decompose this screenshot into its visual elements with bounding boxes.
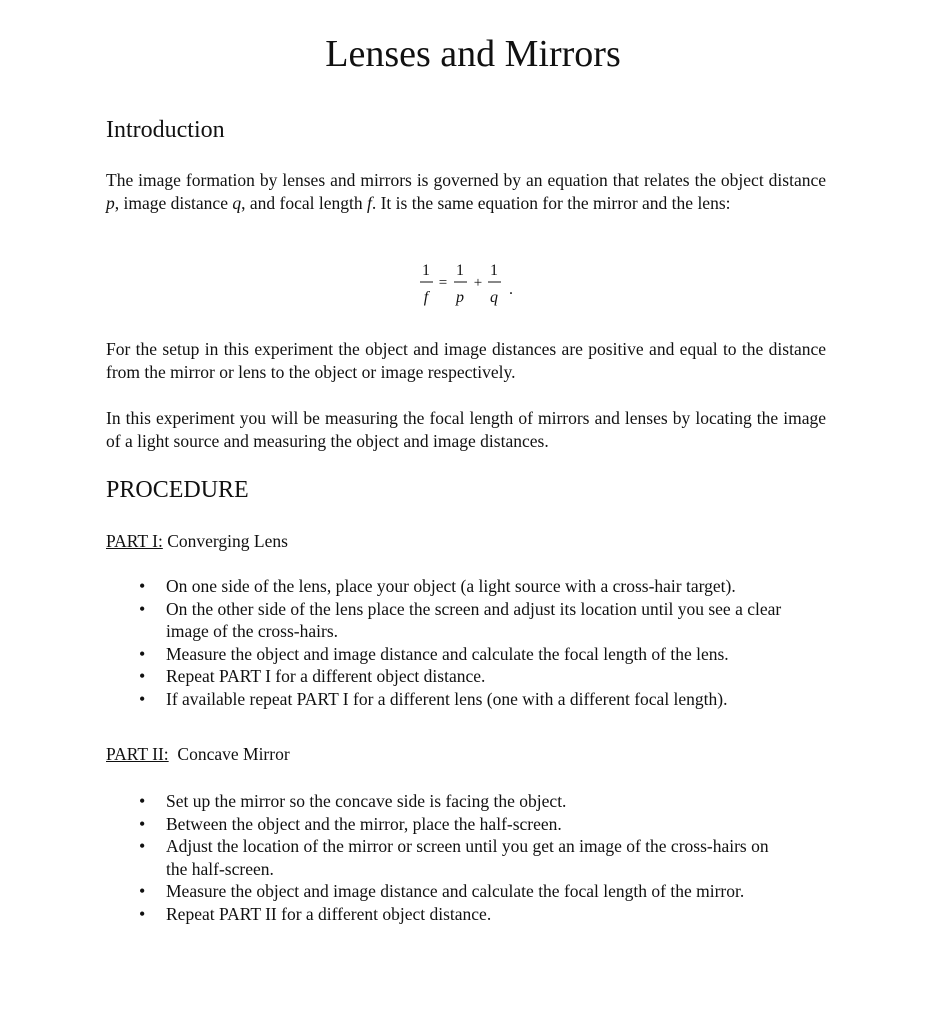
page-title: Lenses and Mirrors — [325, 33, 621, 75]
list-item: • Repeat PART II for a different object distance. — [166, 903, 826, 926]
intro-paragraph-3: In this experiment you will be measuring the focal length of mirrors and lenses by locating the image of a light source and measuring the object and image distances. — [106, 408, 826, 451]
var-f: f — [366, 192, 372, 213]
part-2-heading — [106, 743, 290, 765]
eq-numerator-1: 1 — [422, 262, 430, 279]
intro-text-4: . It is the same equation for the mirror and the lens: — [371, 192, 731, 213]
var-p: p — [106, 192, 115, 213]
eq-denominator-q: q — [490, 289, 498, 306]
intro-text-2: , image distance — [114, 192, 233, 213]
eq-plus-sign: + — [473, 275, 483, 291]
eq-denominator-p: p — [456, 289, 464, 306]
list-item: • Repeat PART I for a different object distance. — [166, 665, 826, 688]
list-item: • On one side of the lens, place your object (a light source with a cross-hair target). — [166, 575, 826, 598]
procedure-heading: PROCEDURE — [106, 477, 249, 503]
part-1-heading — [106, 530, 288, 552]
intro-text-3: , and focal length — [241, 192, 367, 213]
eq-numerator-3: 1 — [490, 262, 498, 279]
eq-period: . — [509, 281, 513, 298]
list-item: • Measure the object and image distance and calculate the focal length of the mirror. — [166, 880, 826, 903]
list-item: • Set up the mirror so the concave side is facing the object. — [166, 790, 826, 813]
intro-paragraph-1 — [106, 169, 826, 214]
intro-text-1: The image formation by lenses and mirrors is governed by an equation that relates the object distance — [106, 170, 826, 190]
eq-numerator-2: 1 — [456, 262, 464, 279]
part-1-title: Converging Lens — [162, 531, 288, 551]
part-2-title: Concave Mirror — [168, 744, 290, 764]
part-1-steps — [166, 575, 826, 710]
intro-paragraph-2: For the setup in this experiment the object and image distances are positive and equal to the distance from the mirror or lens to the object or image respectively. — [106, 339, 826, 382]
eq-equals-sign: = — [438, 275, 448, 291]
list-item: • Adjust the location of the mirror or screen until you get an image of the cross-hairs on the half-screen. — [166, 835, 826, 880]
introduction-heading: Introduction — [106, 117, 225, 143]
part-2-label: PART II: — [106, 744, 169, 764]
part-1-label: PART I: — [106, 531, 163, 551]
var-q: q — [232, 192, 242, 213]
list-item: • If available repeat PART I for a different lens (one with a different focal length). — [166, 688, 826, 711]
part-2-steps — [166, 790, 826, 925]
list-item: • Measure the object and image distance and calculate the focal length of the lens. — [166, 643, 826, 666]
list-item: • Between the object and the mirror, place the half-screen. — [166, 813, 826, 836]
eq-denominator-f: f — [423, 289, 429, 306]
list-item: • On the other side of the lens place the screen and adjust its location until you see a clear image of the cross-hairs. — [166, 598, 826, 643]
lens-equation — [418, 258, 528, 310]
